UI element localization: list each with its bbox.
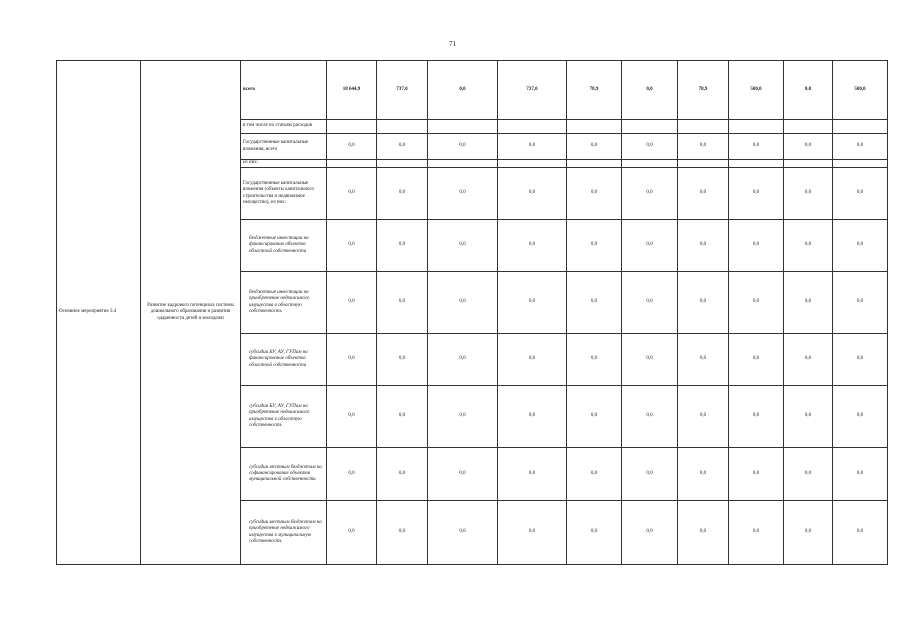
value-cell: 0,0 — [678, 448, 729, 501]
value-cell: 0,0 — [567, 134, 622, 160]
value-cell: 78,9 — [567, 61, 622, 120]
value-cell: 0,0 — [327, 386, 377, 448]
value-cell: 0,0 — [428, 272, 498, 334]
value-cell: 0,0 — [784, 386, 833, 448]
value-cell — [678, 120, 729, 134]
value-cell: 0,0 — [498, 334, 567, 386]
value-cell: 0,0 — [428, 501, 498, 565]
value-cell — [567, 160, 622, 168]
value-cell — [498, 120, 567, 134]
value-cell: 0,0 — [833, 272, 888, 334]
value-cell: 0,0 — [678, 272, 729, 334]
value-cell — [833, 160, 888, 168]
value-cell: 0,0 — [498, 386, 567, 448]
row-label: бюджетные инвестиции на приобретение недвижимого имущества в областную собственность — [241, 272, 327, 334]
row-label: субсидии БУ, АУ, ГУПам на приобретение недвижимого имущества в областную собственность — [241, 386, 327, 448]
value-cell: 0,0 — [622, 272, 678, 334]
value-cell: 0,0 — [498, 501, 567, 565]
value-cell — [729, 120, 784, 134]
measure-title: Развитие кадрового потенциала системы дошкольного образования и развития одаренности детей и молодежи — [141, 61, 241, 565]
value-cell: 0,0 — [729, 334, 784, 386]
row-label: из них: — [241, 160, 327, 168]
value-cell: 0,0 — [678, 334, 729, 386]
page-number: 71 — [449, 40, 456, 48]
value-cell: 0,0 — [428, 448, 498, 501]
value-cell: 0,0 — [622, 134, 678, 160]
row-label: Государственные капитальные вложения, всего — [241, 134, 327, 160]
value-cell: 0,0 — [729, 134, 784, 160]
value-cell: 0,0 — [833, 501, 888, 565]
value-cell: 0,0 — [784, 501, 833, 565]
value-cell: 0,0 — [622, 501, 678, 565]
value-cell: 0,0 — [784, 272, 833, 334]
value-cell — [377, 120, 428, 134]
row-label: в том числе по статьям расходов — [241, 120, 327, 134]
value-cell: 0,0 — [678, 220, 729, 272]
value-cell — [833, 120, 888, 134]
value-cell — [784, 160, 833, 168]
value-cell — [567, 120, 622, 134]
row-label: всего — [241, 61, 327, 120]
value-cell: 0,0 — [622, 334, 678, 386]
value-cell — [784, 120, 833, 134]
value-cell: 0,0 — [729, 220, 784, 272]
value-cell — [327, 160, 377, 168]
value-cell: 0,0 — [622, 220, 678, 272]
measure-code: Основное мероприятие 3.4 — [57, 61, 141, 565]
value-cell: 0,0 — [784, 334, 833, 386]
value-cell: 0,0 — [377, 272, 428, 334]
value-cell: 0,0 — [833, 386, 888, 448]
value-cell: 737,0 — [498, 61, 567, 120]
value-cell: 0,0 — [729, 272, 784, 334]
value-cell: 0,0 — [622, 168, 678, 220]
value-cell: 0,0 — [729, 448, 784, 501]
value-cell: 0,0 — [784, 220, 833, 272]
value-cell: 0,0 — [327, 501, 377, 565]
value-cell: 0,0 — [428, 220, 498, 272]
value-cell: 0,0 — [428, 334, 498, 386]
value-cell: 0,0 — [784, 448, 833, 501]
value-cell: 0,0 — [567, 220, 622, 272]
value-cell: 0,0 — [833, 168, 888, 220]
value-cell: 0,0 — [498, 220, 567, 272]
value-cell: 0,0 — [377, 134, 428, 160]
value-cell: 0,0 — [622, 386, 678, 448]
value-cell — [498, 160, 567, 168]
value-cell: 0,0 — [377, 220, 428, 272]
value-cell: 0,0 — [377, 386, 428, 448]
value-cell: 737,0 — [377, 61, 428, 120]
value-cell: 0,0 — [567, 272, 622, 334]
value-cell: 0,0 — [498, 134, 567, 160]
table-row-total — [57, 61, 888, 120]
value-cell: 0,0 — [377, 168, 428, 220]
value-cell: 0,0 — [678, 134, 729, 160]
value-cell: 0,0 — [498, 272, 567, 334]
value-cell — [622, 160, 678, 168]
value-cell — [729, 160, 784, 168]
value-cell: 0,0 — [498, 168, 567, 220]
value-cell: 0,0 — [428, 61, 498, 120]
value-cell — [678, 160, 729, 168]
value-cell: 0,0 — [327, 168, 377, 220]
value-cell: 0,0 — [833, 220, 888, 272]
value-cell: 0,0 — [622, 448, 678, 501]
value-cell: 0,0 — [377, 448, 428, 501]
value-cell: 0,0 — [327, 272, 377, 334]
value-cell: 0,0 — [729, 501, 784, 565]
value-cell: 0,0 — [498, 448, 567, 501]
value-cell — [622, 120, 678, 134]
value-cell: 0,0 — [833, 448, 888, 501]
value-cell: 0,0 — [428, 134, 498, 160]
value-cell: 0,0 — [784, 61, 833, 120]
value-cell: 0,0 — [833, 334, 888, 386]
row-label: Государственные капитальные вложения (объекты капитального строительства и недвижимое имущество), из них: — [241, 168, 327, 220]
budget-table — [56, 60, 888, 565]
value-cell: 0,0 — [729, 168, 784, 220]
value-cell: 0,0 — [567, 448, 622, 501]
value-cell: 0,0 — [327, 334, 377, 386]
value-cell: 0,0 — [567, 386, 622, 448]
value-cell: 0,0 — [567, 168, 622, 220]
value-cell — [377, 160, 428, 168]
value-cell: 0,0 — [622, 61, 678, 120]
value-cell: 500,0 — [833, 61, 888, 120]
value-cell: 500,0 — [729, 61, 784, 120]
value-cell: 0,0 — [377, 334, 428, 386]
value-cell: 0,0 — [678, 168, 729, 220]
value-cell: 0,0 — [678, 386, 729, 448]
value-cell: 0,0 — [784, 168, 833, 220]
value-cell: 78,9 — [678, 61, 729, 120]
value-cell: 18 644,9 — [327, 61, 377, 120]
value-cell: 0,0 — [567, 501, 622, 565]
row-label: бюджетные инвестиции на финансирование объектов областной собственности — [241, 220, 327, 272]
row-label: субсидии местным бюджетам на приобретение недвижимого имущества в муниципальную собственность — [241, 501, 327, 565]
value-cell: 0,0 — [428, 386, 498, 448]
row-label: субсидии БУ, АУ, ГУПам на финансирование объектов областной собственности — [241, 334, 327, 386]
value-cell: 0,0 — [784, 134, 833, 160]
value-cell: 0,0 — [833, 134, 888, 160]
value-cell — [428, 120, 498, 134]
value-cell: 0,0 — [729, 386, 784, 448]
value-cell: 0,0 — [428, 168, 498, 220]
value-cell: 0,0 — [327, 220, 377, 272]
row-label: субсидии местным бюджетам на софинансирование объектов муниципальной собственности — [241, 448, 327, 501]
value-cell: 0,0 — [567, 334, 622, 386]
value-cell — [327, 120, 377, 134]
value-cell: 0,0 — [327, 134, 377, 160]
value-cell: 0,0 — [377, 501, 428, 565]
value-cell: 0,0 — [327, 448, 377, 501]
value-cell — [428, 160, 498, 168]
value-cell: 0,0 — [678, 501, 729, 565]
